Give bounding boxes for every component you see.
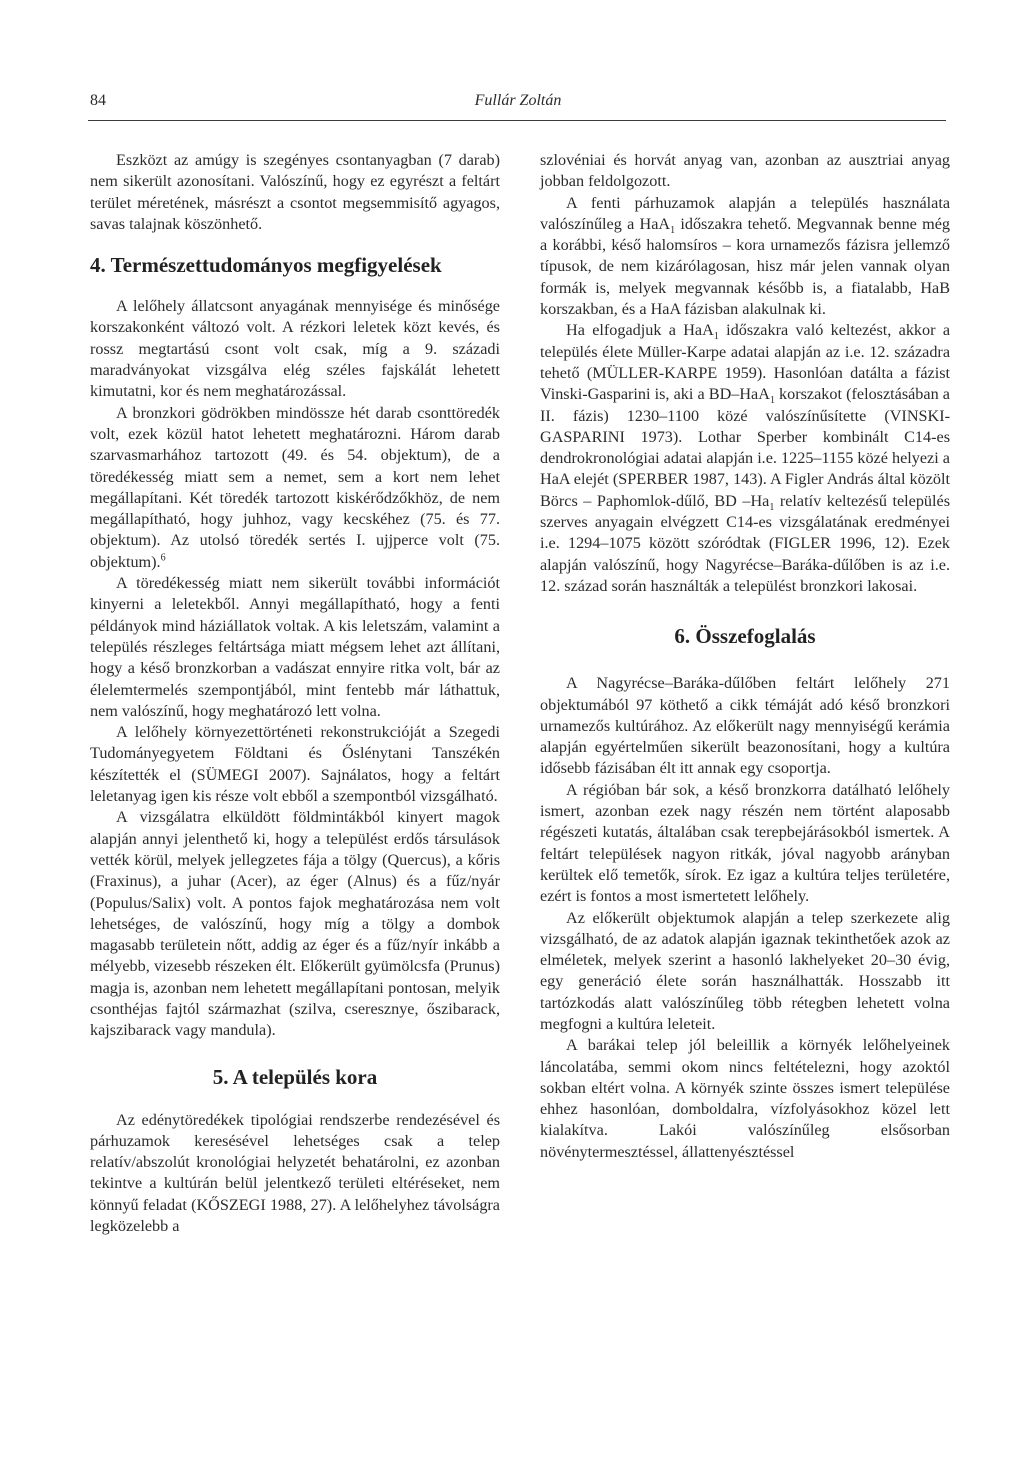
paragraph: A lelőhely környezettörténeti rekonstrukcióját a Szegedi Tudományegyetem Földtani és Őslénytani Tanszékén készítették el (SÜMEGI 2007). Sajnálatos, hogy a feltárt leletanyag igen kis része volt ebből a szempontból vizsgálható.: [90, 723, 500, 806]
paragraph: szlovéniai és horvát anyag van, azonban az ausztriai anyag jobban feldolgozott.: [540, 151, 950, 191]
paragraph: A Nagyrécse–Baráka-dűlőben feltárt lelőhely 271 objektumából 97 köthető a cikk témáját adó késő bronzkori urnamezős kultúrához. Az előkerült nagy mennyiségű kerámia alapján egyértelműen sikerült beazonosítani, hogy a kultúra idősebb fázisában élt itt annak egy csoportja.: [540, 674, 950, 778]
paragraph: [90, 403, 500, 573]
paragraph: [540, 320, 950, 597]
running-title-author: Fullár Zoltán: [474, 92, 562, 109]
subscript: 1: [713, 331, 719, 343]
section-heading-4: 4. Természettudományos megfigyelések: [90, 253, 442, 278]
paragraph: Az előkerült objektumok alapján a telep szerkezete alig vizsgálható, de az adatok alapján igaznak tekinthetőek azok az elméletek, melyek szerint a hasonló lakhelyeket 20–30 évig, egy generáció élete során használhatták. Hosszabb itt tartózkodás alatt valószínűleg több rétegben lehetett volna megfogni a kultúra leleteit.: [540, 908, 950, 1033]
section-heading-5: 5. A település kora: [212, 1064, 378, 1089]
paragraph-text: Ha elfogadjuk a HaA: [566, 321, 714, 340]
paragraph: A töredékesség miatt nem sikerült további információt kinyerni a leletekből. Annyi megállapítható, hogy a fenti példányok mind háziállatok voltak. A kis leletszám, valamint a település részleges feltártsága miatt mégsem lehet azt állítani, hogy a késő bronzkorban a vadászat ennyire ritka volt, bár az élelemtermelés szempontjából, mint fentebb már láthattuk, nem valószínű, hogy meghatározó lett volna.: [90, 574, 500, 720]
subscript: 1: [670, 225, 676, 237]
paragraph: A régióban bár sok, a késő bronzkorra datálható lelőhely ismert, azonban ezek nagy részén nem történt alaposabb régészeti kutatás, általában csak terepbejárásokból ismertek. A feltárt települések nagyon ritkák, jóval nagyobb arányban kerültek elő temetők, sírok. Ez igaz a kultúra teljes területére, ezért is fontos a most ismertetett lelőhely.: [540, 780, 950, 906]
paragraph-text: A bronzkori gödrökben mindössze hét darab csonttöredék volt, ezek közül hatot lehetett meghatározni. Három darab szarvasmarhához tartozott (49. és 54. objektum), de a töredékesség miatt sem a nemet, sem a kort nem lehet megállapítani. Két töredék tartozott kiskérődzőkhöz, de nem megállapítható, hogy juhhoz, vagy kecskéhez (75. és 77. objektum). Az utolsó töredék sertés I. ujjperce volt (75. objektum).: [90, 403, 500, 571]
left-column: [90, 150, 500, 1237]
paragraph: A lelőhely állatcsont anyagának mennyisége és minősége korszakonként változó volt. A rézkori leletek közt kevés, és rossz megtartású csont volt csak, míg a 9. századi maradványokat vizsgálva elég széles fajskálát lehetett kimutatni, kor és nem meghatározással.: [90, 297, 500, 401]
subscript: 1: [769, 395, 775, 407]
paragraph-text: A fenti párhuzamok alapján a település használata valószínűleg a HaA: [540, 193, 950, 233]
paragraph: [540, 193, 950, 321]
paragraph: Eszközt az amúgy is szegényes csontanyagban (7 darab) nem sikerült azonosítani. Valószínű, hogy ez egyrészt a feltárt terület méretének, másrészt a csontot megsemmisítő agyagos, savas talajnak köszönhető.: [90, 151, 500, 233]
paragraph-text: időszakra tehető. Megvannak benne még a korábbi, késő halomsíros – kora urnamezős fázisra jellemző típusok, de nem kizárólagosan, hisz már jelen vannak olyan formák is, melyek megvannak később is, a fiatalabb, HaB korszakban, és a HaA fázisban alakulnak ki.: [540, 214, 950, 319]
paragraph-text: időszakra való keltezést, akkor a település élete Müller-Karpe adatai alapján az i.e. 12. századra tehető (MÜLLER-KARPE 1959). Hasonlóan datálta a fázist Vinski-Gasparini is, aki a BD–HaA: [540, 321, 951, 404]
paragraph: A vizsgálatra elküldött földmintákból kinyert magok alapján annyi jelenthető ki, hogy a települést erdős társulások vették körül, melyek jellegzetes fája a tölgy (Quercus), a kőris (Fraxinus), a juhar (Acer), az éger (Alnus) és a fűz/nyár (Populus/Salix) volt. A pontos fajok meghatározása nem volt lehetséges, de valószínű, hogy míg a tölgy a dombok magasabb területein nőtt, addig az éger és a fűz/nyír inkább a mélyebb, vizesebb részeken élt. Előkerült gyümölcsfa (Prunus) magja is, azonban nem lehetett megállapítani pontosan, melyik csonthéjas fajtól származhat (szilva, cseresznye, őszibarack, kajszibarack vagy mandula).: [90, 808, 500, 1040]
paragraph: Az edénytöredékek tipológiai rendszerbe rendezésével és párhuzamok keresésével lehetséges csak a telep relatív/abszolút kronológiai helyzetét behatárolni, ez azonban tekintve a kultúrán belül jelentkező területi eltéréseket, nem könnyű feladat (KŐSZEGI 1988, 27). A lelőhelyhez távolságra legközelebb a: [90, 1110, 500, 1236]
running-head: [90, 92, 946, 118]
footnote-marker: 6: [160, 552, 166, 564]
page-number: 84: [90, 92, 106, 109]
subscript: 1: [769, 501, 775, 513]
right-column: [540, 150, 950, 1163]
paragraph: A barákai telep jól beleillik a környék lelőhelyeinek láncolatába, semmi okom nincs feltételezni, hogy azoktól sokban eltért volna. A környék szinte összes ismert települése ehhez hasonlóan, domboldalra, vízfolyásokhoz közel lett kialakítva. Lakói valószínűleg elsősorban növénytermesztéssel, állattenyésztéssel: [540, 1036, 950, 1161]
header-divider: [88, 120, 946, 121]
paragraph-text: relatív keltezésű település szerves anyagain elvégzett C14-es vizsgálatának eredményei i.e. 1294–1075 között szóródtak (FIGLER 1996, 12). Ezek alapján valószínű, hogy Nagyrécse–Baráka-dűlőben is az i.e. 12. század során használták a települést bronzkori lakosai.: [540, 491, 950, 595]
section-heading-6: 6. Összefoglalás: [674, 624, 816, 649]
paragraph-text: korszakot (felosztásában a II. fázis) 1230–1100 közé valószínűsítette (VINSKI-GASPARINI 1973). Lothar Sperber kombinált C14-es dendrokronológiai adatai alapján i.e. 1225–1155 közé helyezi a HaA elejét (SPERBER 1987, 143). A Figler András által közölt Börcs – Paphomlok-dűlő, BD –Ha: [540, 385, 950, 510]
